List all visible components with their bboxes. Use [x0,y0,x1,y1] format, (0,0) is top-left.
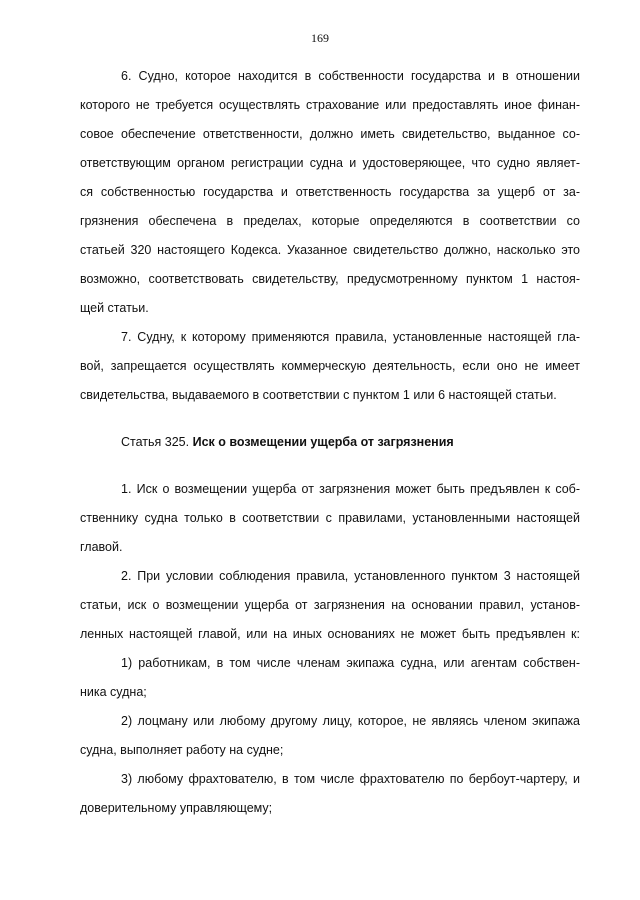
article-heading [80,428,580,457]
text-line: 1) работникам, в том числе членам экипажа судна, или агентам собствен- [121,656,580,670]
article-paragraph-1 [80,475,580,562]
text-line: главой. [80,540,123,554]
text-line: вой, запрещается осуществлять коммерческую деятельность, если оно не имеет [80,359,580,373]
text-line: щей статьи. [80,301,149,315]
text-line: ленных настоящей главой, или на иных основаниях не может быть предъявлен к: [80,627,580,641]
list-item [80,765,580,823]
text-line: совое обеспечение ответственности, должно иметь свидетельство, выданное со- [80,127,580,141]
text-line: 7. Судну, к которому применяются правила, установленные настоящей гла- [121,330,580,344]
list-item [80,649,580,707]
text-line: которого не требуется осуществлять страхование или предоставлять иное финан- [80,98,580,112]
text-line: ответствующим органом регистрации судна и удостоверяющее, что судно являет- [80,156,580,170]
paragraph-7 [80,323,580,410]
article-label: Статья 325. [121,435,190,449]
text-line: статьи, иск о возмещении ущерба от загрязнения на основании правил, установ- [80,598,580,612]
text-line: возможно, соответствовать свидетельству, предусмотренному пунктом 1 настоя- [80,272,580,286]
paragraph-6 [80,62,580,323]
page-number: 169 [311,31,329,45]
text-line: судна, выполняет работу на судне; [80,743,284,757]
article-title: Иск о возмещении ущерба от загрязнения [192,435,454,449]
text-line: 2) лоцману или любому другому лицу, которое, не являясь членом экипажа [121,714,580,728]
text-line: 1. Иск о возмещении ущерба от загрязнения может быть предъявлен к соб- [121,482,580,496]
text-line: 3) любому фрахтователю, в том числе фрахтователю по бербоут-чартеру, и [121,772,580,786]
text-line: ся собственностью государства и ответственность государства за ущерб от за- [80,185,580,199]
text-line: свидетельства, выдаваемого в соответствии с пунктом 1 или 6 настоящей статьи. [80,388,557,402]
text-line: статьей 320 настоящего Кодекса. Указанное свидетельство должно, насколько это [80,243,580,257]
document-body [80,62,580,823]
text-line: ственнику судна только в соответствии с правилами, установленными настоящей [80,511,580,525]
text-line: ника судна; [80,685,147,699]
text-line: 6. Судно, которое находится в собственности государства и в отношении [121,69,580,83]
text-line: доверительному управляющему; [80,801,273,815]
article-paragraph-2 [80,562,580,649]
text-line: грязнения обеспечена в пределах, которые определяются в соответствии со [80,214,580,228]
list-item [80,707,580,765]
text-line: 2. При условии соблюдения правила, установленного пунктом 3 настоящей [121,569,580,583]
